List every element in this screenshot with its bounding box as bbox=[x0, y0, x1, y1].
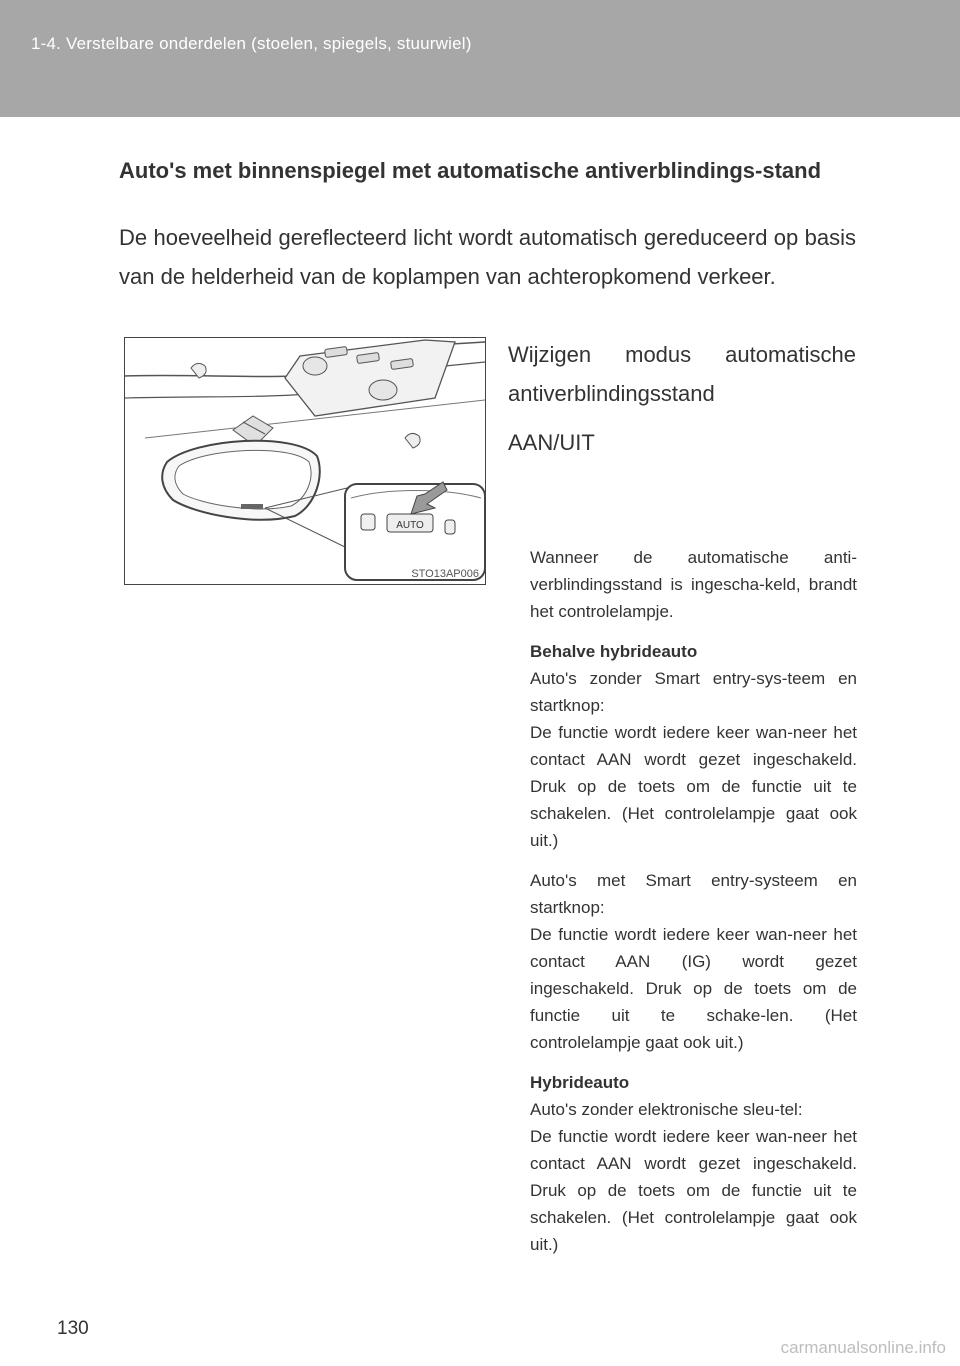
notes-block bbox=[530, 544, 857, 1258]
procedure-title-line2: antiverblindingsstand bbox=[508, 381, 715, 406]
figure-code: STO13AP006 bbox=[411, 568, 479, 580]
procedure-title-line1: Wijzigen modus automatische bbox=[508, 342, 856, 367]
page-header bbox=[0, 0, 960, 117]
behalve-text1: De functie wordt iedere keer wan-neer het contact AAN wordt gezet ingeschakeld. Druk op de toets om de functie uit te schakelen. (Het controlelampje gaat ook uit.) bbox=[530, 723, 857, 850]
behalve-sub1: Auto's zonder Smart entry-sys-teem en startknop: bbox=[530, 669, 857, 715]
hybride-title: Hybrideauto bbox=[530, 1073, 630, 1092]
note-indicator: Wanneer de automatische anti-verblindingsstand is ingescha-keld, brandt het controlelampje. bbox=[530, 548, 857, 621]
section-title: 1-4. Verstelbare onderdelen (stoelen, spiegels, stuurwiel) bbox=[31, 34, 472, 53]
auto-button-label: AUTO bbox=[396, 520, 424, 531]
procedure-block bbox=[508, 335, 856, 462]
hybride-text1: De functie wordt iedere keer wan-neer het contact AAN wordt gezet ingeschakeld. Druk op de toets om de functie uit te schakelen. (Het controlelampje gaat ook uit.) bbox=[530, 1127, 857, 1254]
mirror-drawing bbox=[125, 338, 485, 584]
behalve-sub2: Auto's met Smart entry-systeem en startknop: bbox=[530, 871, 857, 917]
page-number: 130 bbox=[57, 1318, 89, 1339]
subsection-heading: Auto's met binnenspiegel met automatische antiverblindings-stand bbox=[119, 158, 822, 183]
intro-paragraph: De hoeveelheid gereflecteerd licht wordt automatisch gereduceerd op basis van de helderheid van de koplampen van achteropkomend verkeer. bbox=[119, 225, 856, 289]
behalve-title: Behalve hybrideauto bbox=[530, 642, 698, 661]
mirror-illustration bbox=[124, 337, 486, 585]
toggle-label: AAN/UIT bbox=[508, 430, 595, 455]
watermark: carmanualsonline.info bbox=[780, 1338, 946, 1357]
behalve-text2: De functie wordt iedere keer wan-neer het contact AAN (IG) wordt gezet ingeschakeld. Druk op de toets om de functie uit te schake-len. (Het controlelampje gaat ook uit.) bbox=[530, 925, 857, 1052]
hybride-sub1: Auto's zonder elektronische sleu-tel: bbox=[530, 1100, 803, 1119]
